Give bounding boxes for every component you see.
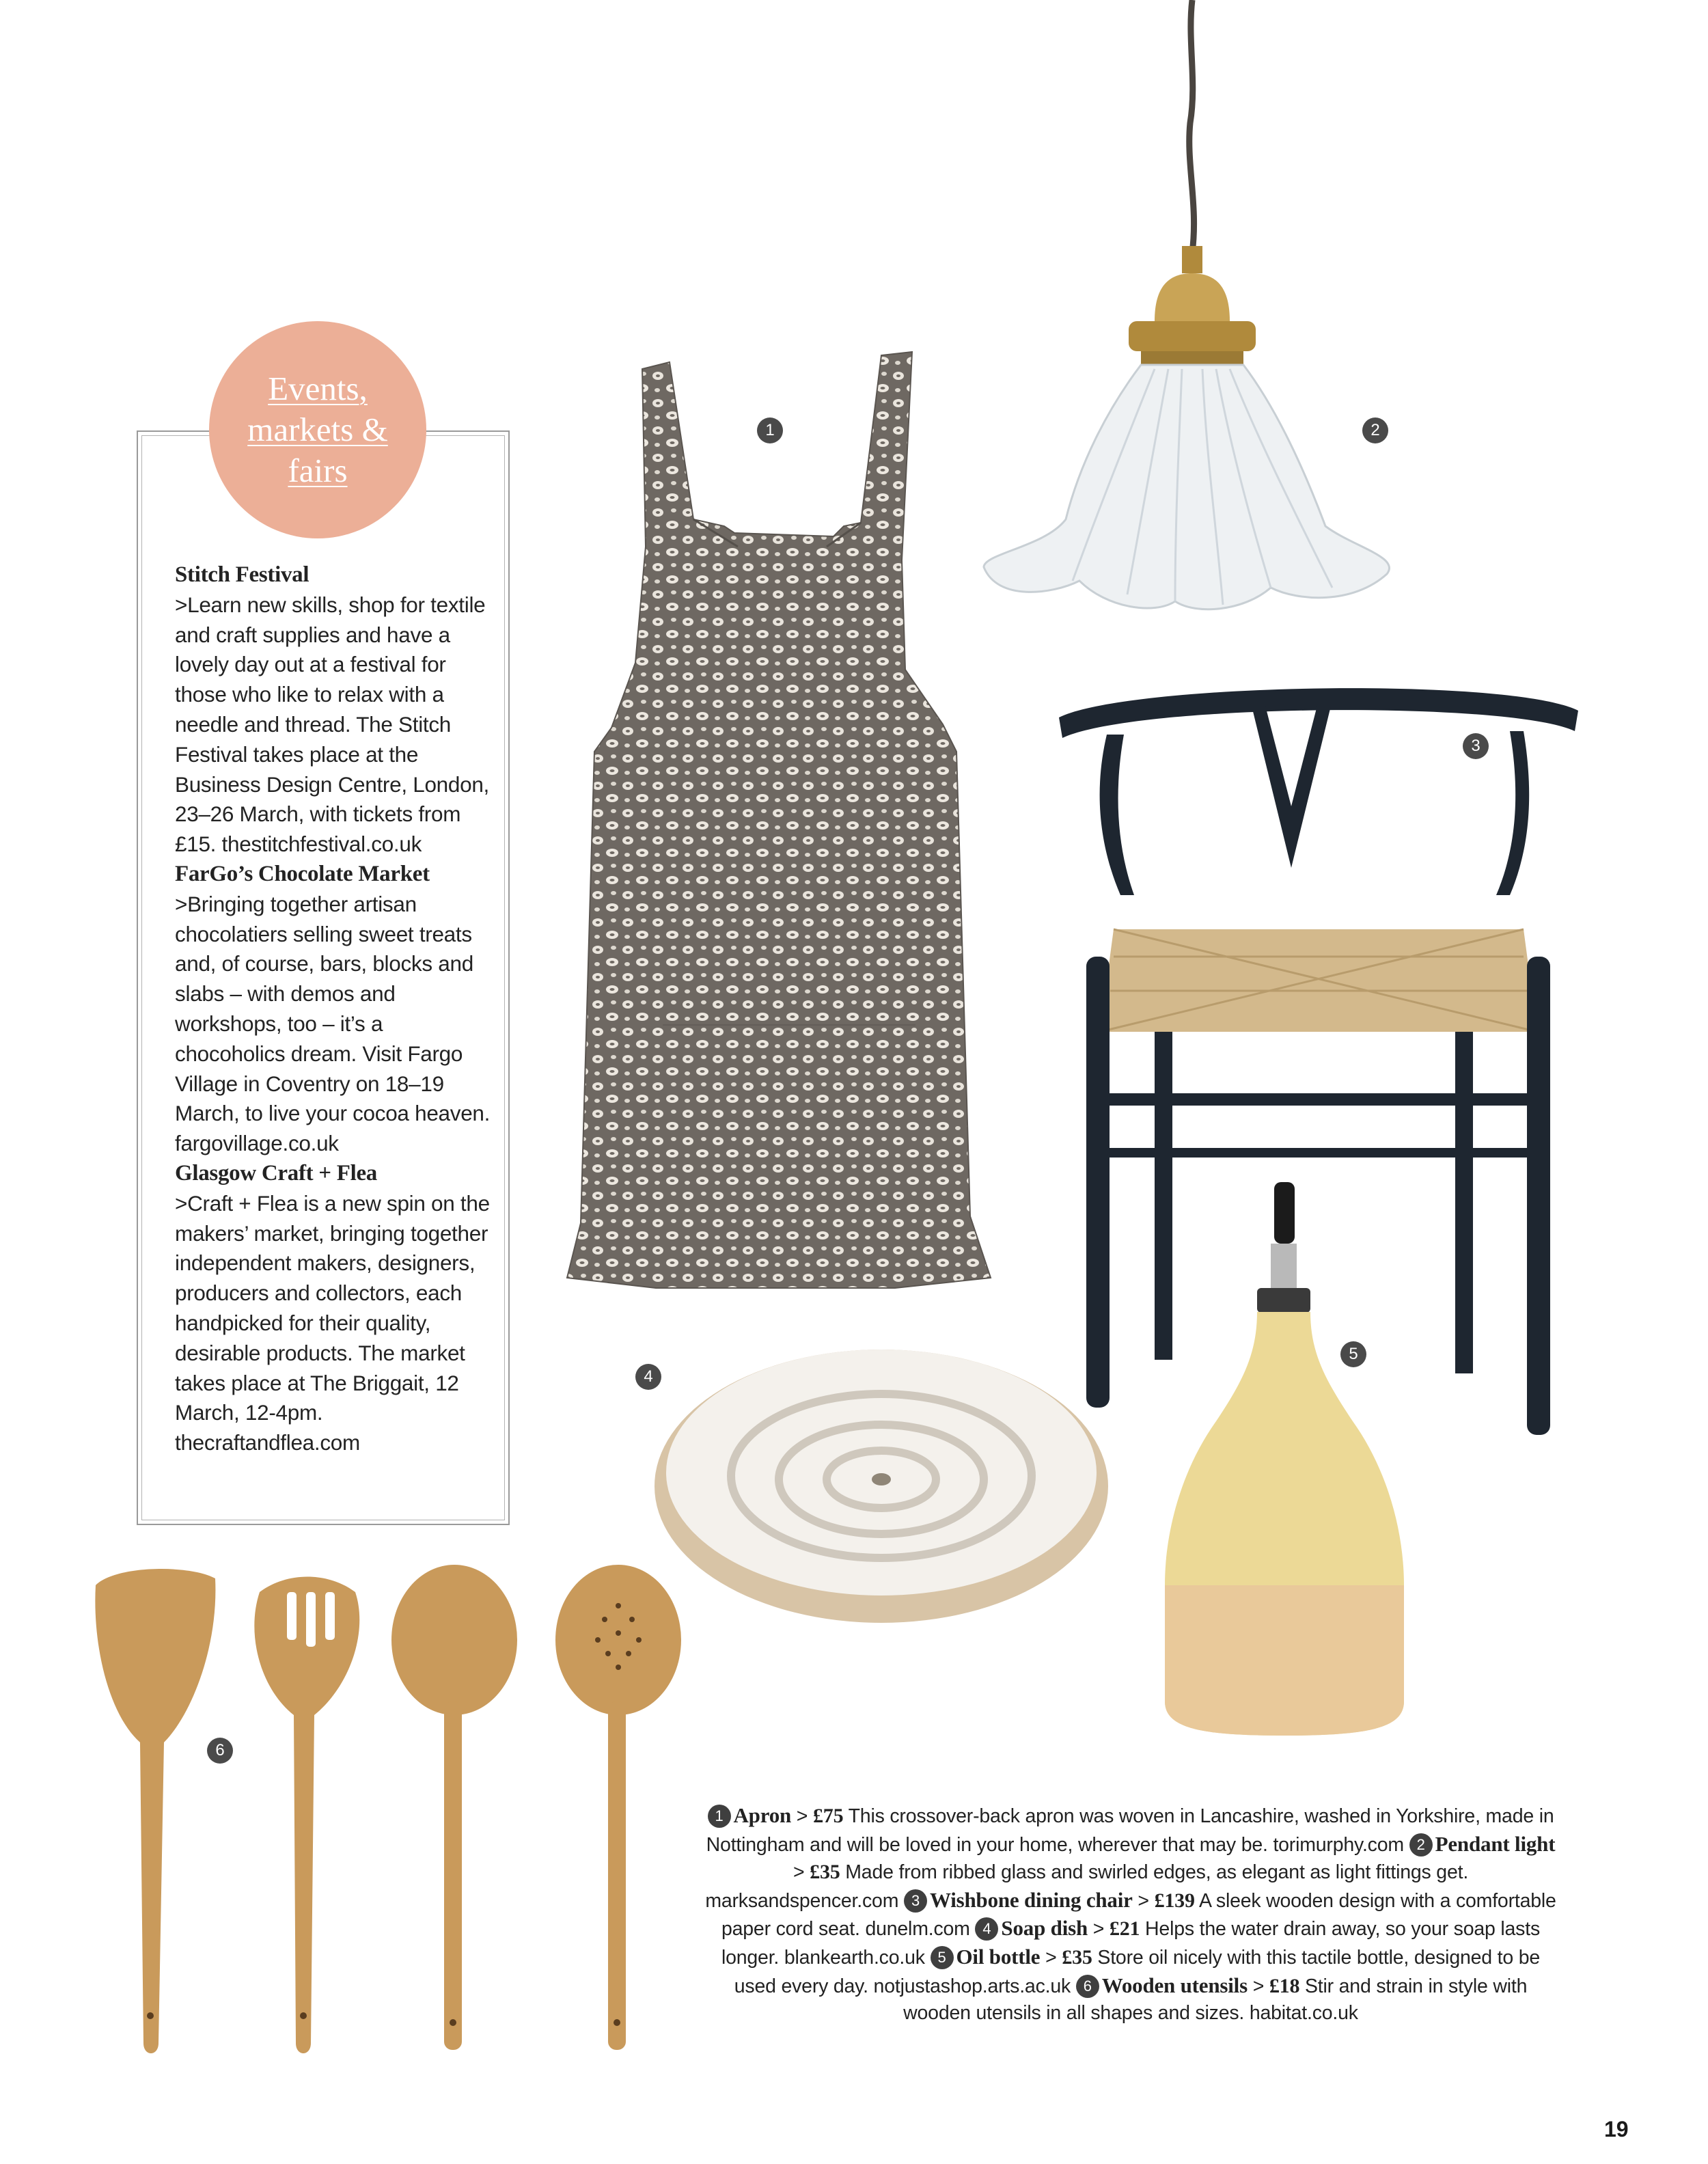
- event-body: >Craft + Flea is a new spin on the makers’ market, bringing together independent makers, designers, producers and collectors, each handpicked for their quality, desirable products. The market takes place at The Briggait, 12 March, 12-4pm. thecraftandflea.com: [175, 1190, 490, 1455]
- caption-product-name: Apron: [733, 1803, 792, 1827]
- caption-description: Store oil nicely with this tactile bottle, designed to be used every day. notjustashop.arts.ac.uk: [734, 1946, 1541, 1997]
- event-glasgow-craft-flea: [175, 1159, 496, 1458]
- caption-price: £139: [1154, 1889, 1195, 1912]
- price-separator: >: [1252, 1975, 1265, 1997]
- apron-image: [560, 342, 1011, 1298]
- caption-product-name: Soap dish: [1001, 1916, 1088, 1941]
- price-separator: >: [1045, 1946, 1057, 1969]
- price-separator: >: [1138, 1889, 1149, 1912]
- caption-description: A sleek wooden design with a comfortable paper cord seat. dunelm.com: [721, 1889, 1556, 1941]
- caption-product-name: Oil bottle: [956, 1944, 1041, 1969]
- product-captions: [704, 1802, 1558, 2027]
- caption-number: 2: [1409, 1833, 1433, 1857]
- page-number: 19: [1604, 2117, 1629, 2141]
- price-separator: >: [1092, 1918, 1105, 1941]
- event-title: Stitch Festival: [175, 562, 309, 587]
- oil-bottle-image: [1161, 1175, 1407, 1742]
- event-title: Glasgow Craft + Flea: [175, 1160, 377, 1186]
- marker-soap-dish: 4: [635, 1364, 661, 1390]
- caption-description: Stir and strain in style with wooden utensils in all shapes and sizes. habitat.co.uk: [903, 1975, 1528, 2025]
- caption-price: £75: [812, 1805, 844, 1827]
- soap-dish-image: [649, 1339, 1114, 1626]
- caption-number: 4: [975, 1917, 998, 1941]
- caption-price: £18: [1269, 1974, 1300, 1997]
- event-fargo-chocolate-market: [175, 860, 496, 1159]
- event-title: FarGo’s Chocolate Market: [175, 861, 430, 886]
- event-body: >Bringing together artisan chocolatiers selling sweet treats and, of course, bars, blocks and slabs – with demos and workshops, too – it’s a chocoholics dream. Visit Fargo Village in Coventry on 18–19 March, to live your cocoa heaven. fargovillage.co.uk: [175, 891, 491, 1156]
- price-separator: >: [796, 1805, 808, 1827]
- events-badge: [209, 321, 426, 538]
- event-body: >Learn new skills, shop for textile and craft supplies and have a lovely day out at a festival for those who like to relax with a needle and thread. The Stitch Festival takes place at the Business Design Centre, London, 23–26 March, with tickets from £15. thestitchfestival.co.uk: [175, 592, 489, 857]
- price-separator: >: [793, 1861, 805, 1884]
- marker-pendant-light: 2: [1362, 417, 1388, 443]
- caption-number: 1: [708, 1805, 731, 1828]
- pendant-light-image: [970, 0, 1414, 629]
- marker-wishbone-chair: 3: [1463, 733, 1489, 759]
- caption-price: £35: [1062, 1945, 1092, 1969]
- caption-price: £35: [810, 1861, 840, 1884]
- events-list: [175, 560, 496, 1458]
- caption-product-name: Wishbone dining chair: [929, 1887, 1133, 1912]
- caption-product-name: Pendant light: [1435, 1831, 1556, 1856]
- caption-number: 3: [904, 1889, 927, 1913]
- marker-wooden-utensils: 6: [207, 1738, 233, 1764]
- caption-description: Made from ribbed glass and swirled edges, as elegant as light fittings get. marksandspencer.com: [705, 1861, 1469, 1912]
- marker-oil-bottle: 5: [1340, 1341, 1366, 1367]
- wooden-utensils-image: [89, 1565, 690, 2070]
- caption-price: £21: [1109, 1917, 1140, 1941]
- badge-title: Events, markets & fairs: [247, 370, 388, 489]
- caption-number: 5: [931, 1946, 954, 1969]
- marker-apron: 1: [757, 417, 783, 443]
- caption-description: Helps the water drain away, so your soap lasts longer. blankearth.co.uk: [721, 1918, 1541, 1969]
- caption-product-name: Wooden utensils: [1101, 1973, 1248, 1997]
- caption-number: 6: [1076, 1975, 1099, 1998]
- caption-description: This crossover-back apron was woven in Lancashire, washed in Yorkshire, made in Nottingham and will be loved in your home, wherever that may be. torimurphy.com: [706, 1805, 1554, 1856]
- event-stitch-festival: [175, 560, 496, 860]
